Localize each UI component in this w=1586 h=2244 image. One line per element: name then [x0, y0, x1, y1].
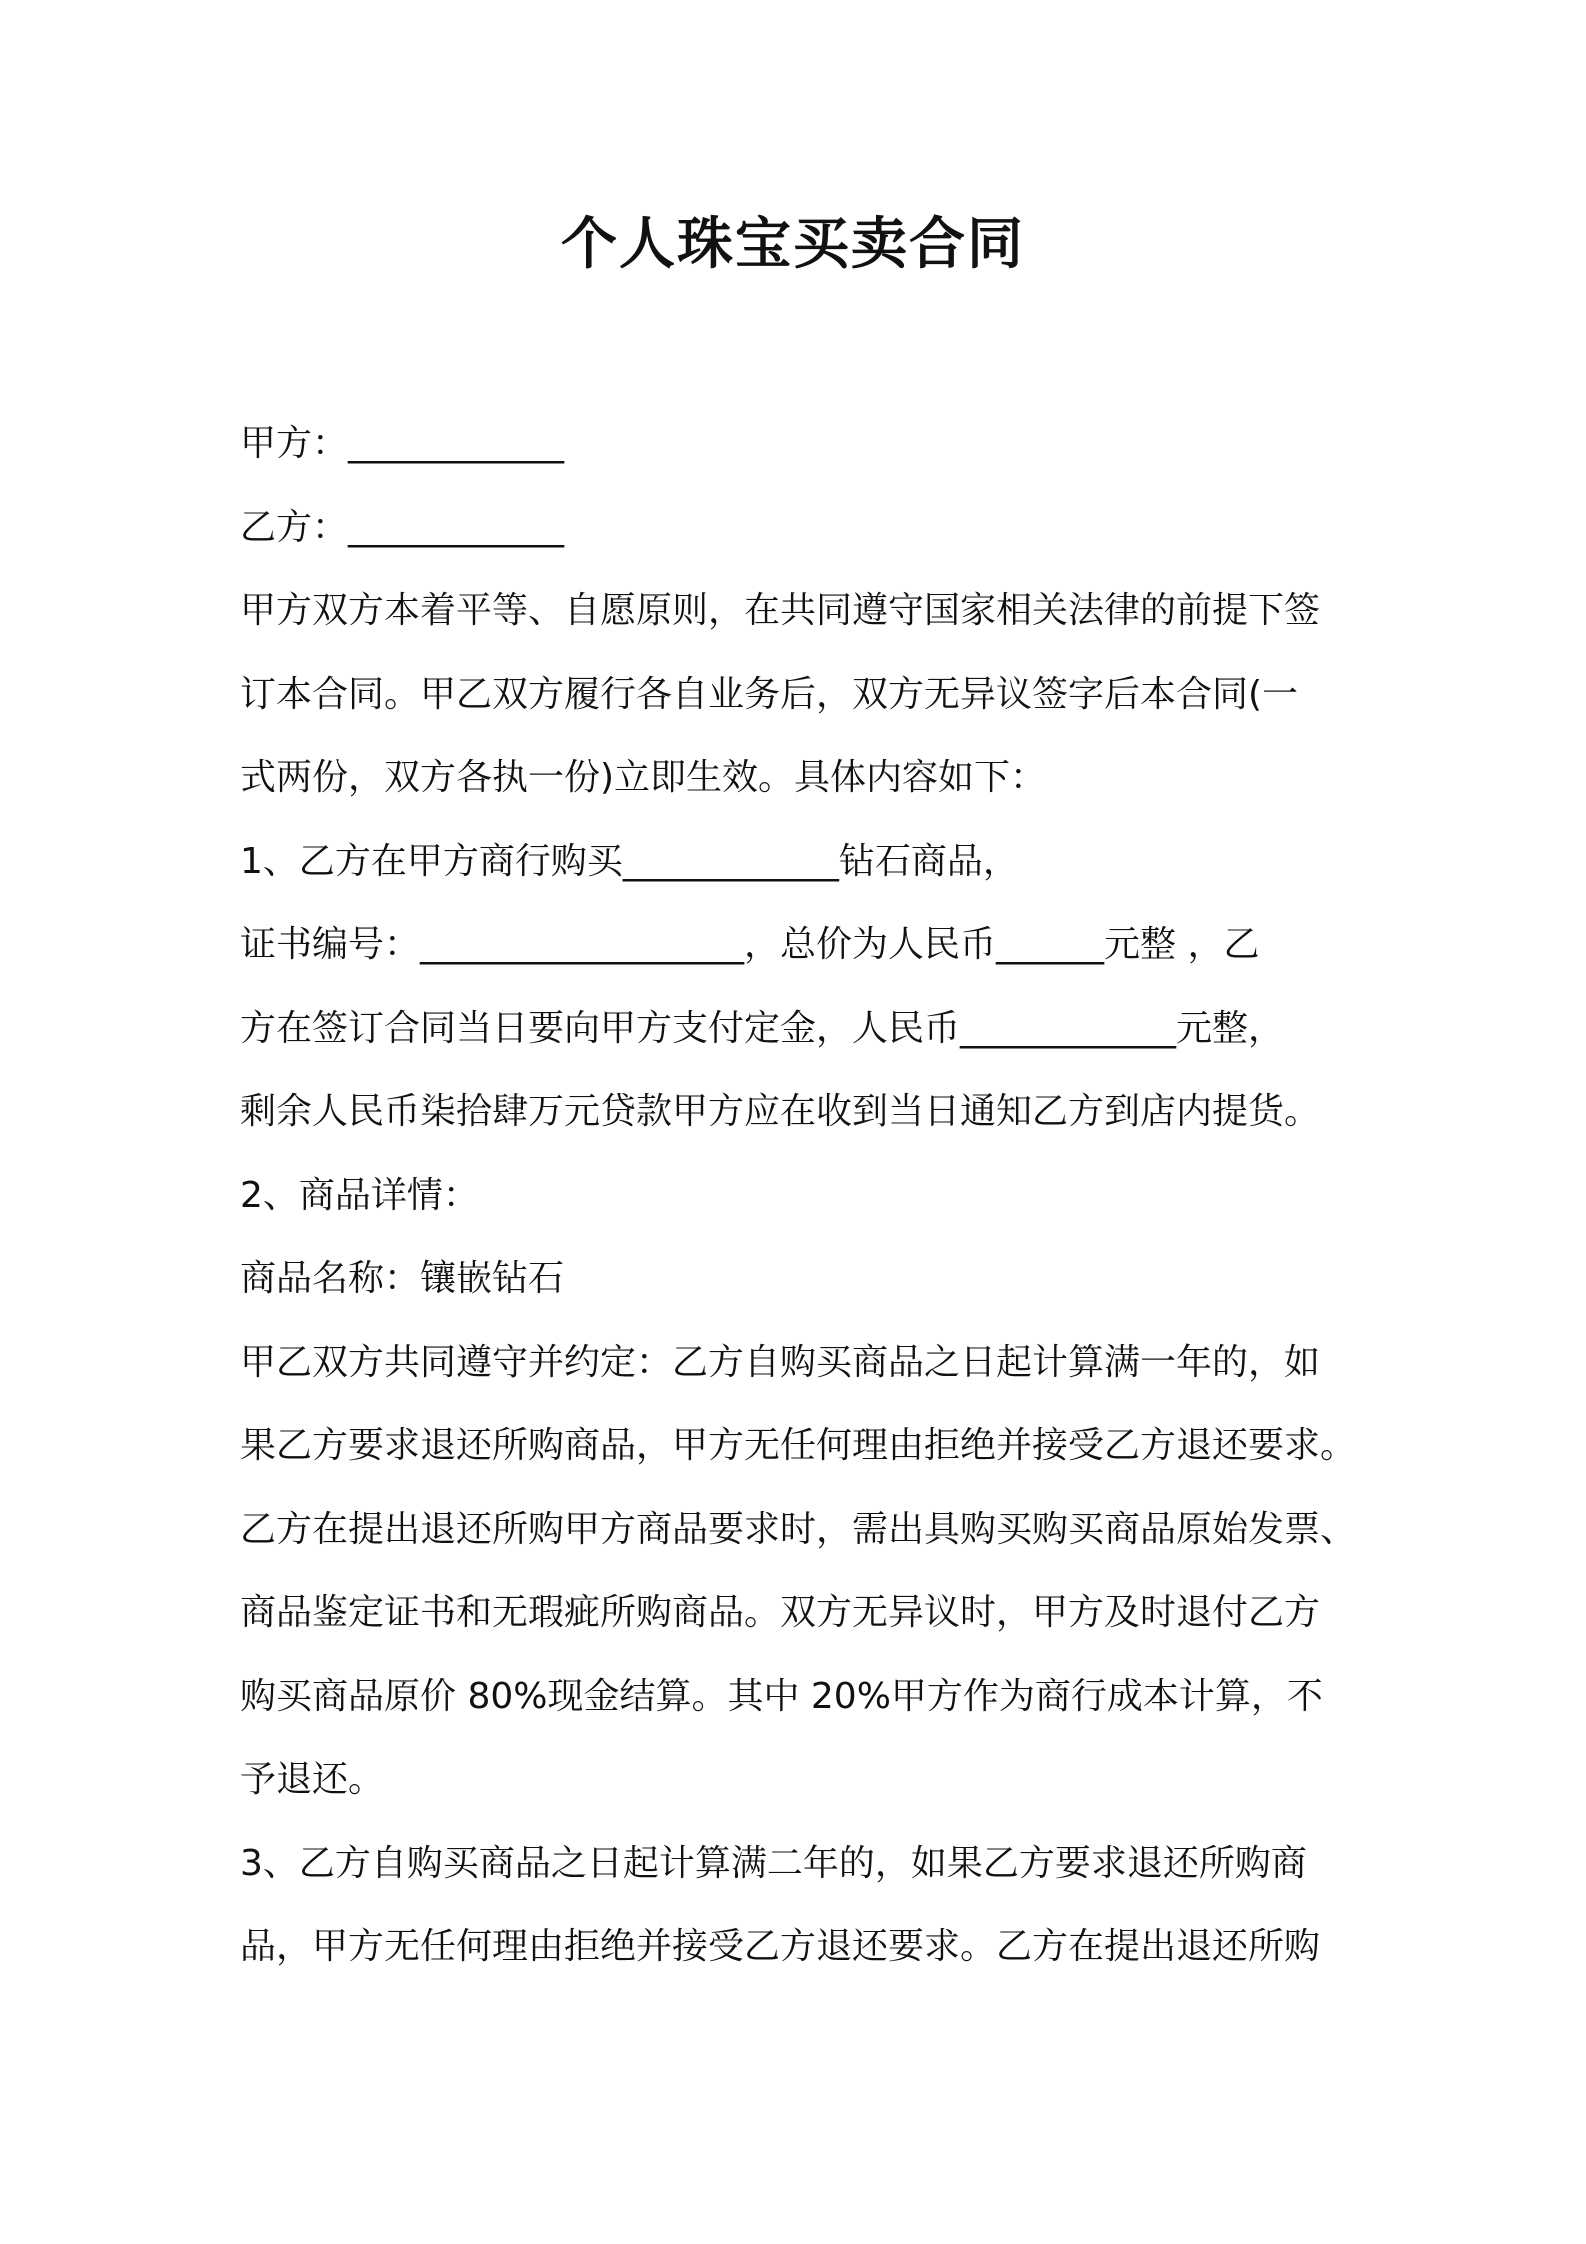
party-a-line: 甲方：____________	[240, 423, 565, 464]
body-line: 甲方双方本着平等、自愿原则，在共同遵守国家相关法律的前提下签	[240, 590, 1321, 631]
clause-2-line: 2、商品详情：	[240, 1174, 479, 1216]
party-b-line: 乙方：____________	[240, 506, 565, 548]
document-title: 个人珠宝买卖合同	[561, 212, 1025, 277]
body-line: 订本合同。甲乙双方履行各自业务后，双方无异议签字后本合同(一	[240, 673, 1299, 715]
body-line: 方在签订合同当日要向甲方支付定金，人民币____________元整，	[240, 1007, 1285, 1049]
body-line: 果乙方要求退还所购商品，甲方无任何理由拒绝并接受乙方退还要求。	[240, 1425, 1357, 1466]
clause-3-line: 3、乙方自购买商品之日起计算满二年的，如果乙方要求退还所购商	[240, 1842, 1307, 1884]
body-line: 购买商品原价 80%现金结算。其中 20%甲方作为商行成本计算，不	[240, 1675, 1323, 1717]
product-name-line: 商品名称：镶嵌钻石	[240, 1258, 565, 1299]
body-line: 式两份，双方各执一份)立即生效。具体内容如下：	[240, 757, 1047, 798]
body-line: 予退还。	[240, 1759, 385, 1800]
body-line: 证书编号：__________________，总价为人民币______元整 ，乙	[240, 924, 1260, 965]
body-line: 剩余人民币柒拾肆万元贷款甲方应在收到当日通知乙方到店内提货。	[240, 1091, 1321, 1132]
body-line: 品，甲方无任何理由拒绝并接受乙方退还要求。乙方在提出退还所购	[240, 1926, 1321, 1967]
clause-1-line: 1、乙方在甲方商行购买____________钻石商品，	[240, 840, 1019, 882]
body-line: 乙方在提出退还所购甲方商品要求时，需出具购买购买商品原始发票、	[240, 1508, 1357, 1550]
body-line: 甲乙双方共同遵守并约定：乙方自购买商品之日起计算满一年的，如	[240, 1341, 1321, 1383]
body-line: 商品鉴定证书和无瑕疵所购商品。双方无异议时，甲方及时退付乙方	[240, 1592, 1321, 1633]
document-body	[240, 402, 1380, 1989]
